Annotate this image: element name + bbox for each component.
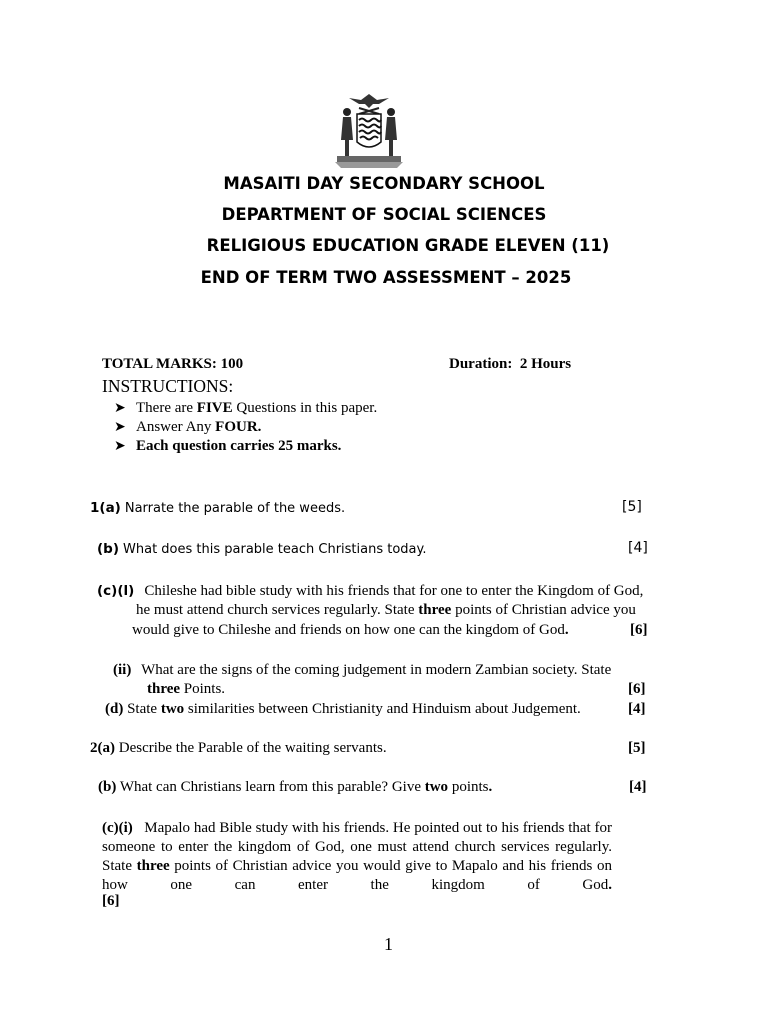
- assessment-title: END OF TERM TWO ASSESSMENT – 2025: [200, 268, 572, 287]
- q1cii: (ii) What are the signs of the coming judgement in modern Zambian society. State: [113, 662, 612, 678]
- duration: Duration: 2 Hours: [449, 356, 572, 372]
- q2ci: (c)(i) Mapalo had Bible study with his friends. He pointed out to his friends that for someone to enter the kingdom of God, one must attend church services regularly. State three points of Christian advice you would give to Mapalo and his friends on how one can enter the kingdom of God.: [102, 820, 613, 893]
- instruction-item: Answer Any FOUR.: [136, 419, 262, 435]
- q1ci-line2: he must attend church services regularly. State three points of Christian advice you: [136, 602, 636, 618]
- q1a-marks: [5]: [622, 499, 642, 515]
- q1d: (d) State two similarities between Christianity and Hinduism about Judgement.: [105, 701, 581, 717]
- page-number: 1: [384, 934, 393, 954]
- q2a-marks: [5]: [628, 740, 646, 756]
- subject-title: RELIGIOUS EDUCATION GRADE ELEVEN (11): [206, 236, 610, 255]
- q1b-marks: [4]: [628, 540, 648, 556]
- arrow-bullet-icon: ➤: [114, 401, 126, 416]
- q2ci-marks: [6]: [102, 893, 120, 909]
- school-name: MASAITI DAY SECONDARY SCHOOL: [223, 174, 545, 193]
- arrow-bullet-icon: ➤: [114, 439, 126, 454]
- q2b-marks: [4]: [629, 779, 647, 795]
- instructions-title: INSTRUCTIONS:: [102, 376, 234, 396]
- q1ci: (c)(l) Chileshe had bible study with his friends that for one to enter the Kingdom of God,: [97, 583, 644, 599]
- instruction-item: Each question carries 25 marks.: [136, 438, 342, 454]
- department-name: DEPARTMENT OF SOCIAL SCIENCES: [221, 205, 547, 224]
- q1ci-marks: [6]: [630, 622, 648, 638]
- q1cii-marks: [6]: [628, 681, 646, 697]
- instruction-item: There are FIVE Questions in this paper.: [136, 400, 378, 416]
- total-marks: TOTAL MARKS: 100: [102, 356, 244, 372]
- q1a: 1(a) Narrate the parable of the weeds.: [90, 500, 346, 516]
- q1d-marks: [4]: [628, 701, 646, 717]
- coat-of-arms-icon: [331, 90, 407, 170]
- q2b: (b) What can Christians learn from this parable? Give two points.: [98, 779, 493, 795]
- q1cii-line2: three Points.: [147, 681, 226, 697]
- q1b: (b) What does this parable teach Christians today.: [97, 541, 427, 557]
- q2a: 2(a) Describe the Parable of the waiting servants.: [90, 740, 387, 756]
- arrow-bullet-icon: ➤: [114, 420, 126, 435]
- q1ci-line3: would give to Chileshe and friends on how one can the kingdom of God.: [132, 622, 569, 638]
